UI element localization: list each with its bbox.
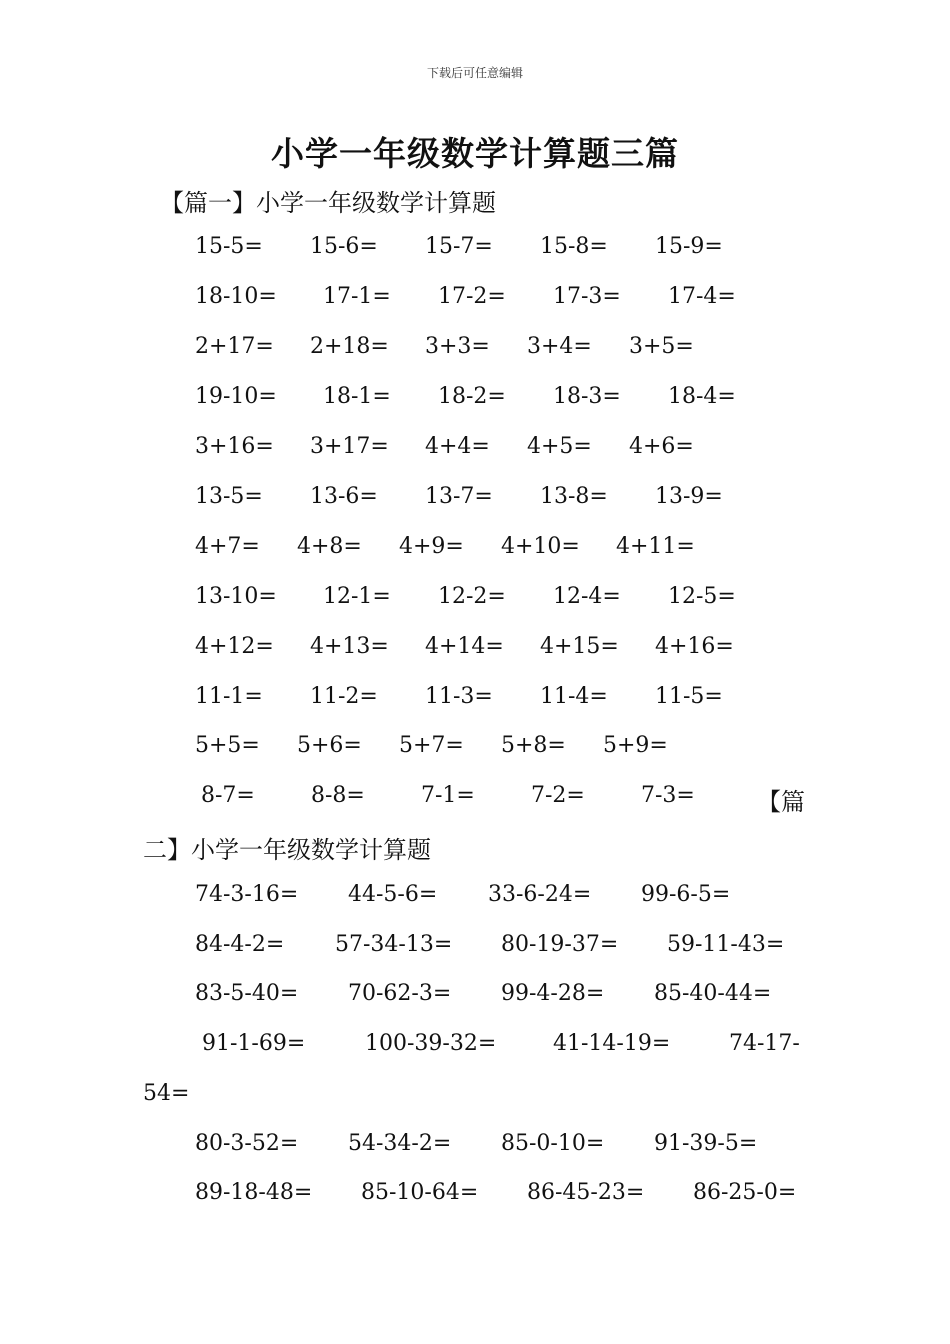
problem: 99-4-28= (501, 981, 605, 1006)
problem: 15-9= (655, 234, 723, 259)
problem: 5+5= (195, 733, 260, 758)
problem-row (0, 882, 950, 914)
problem: 12-4= (553, 584, 621, 609)
problem: 54= (143, 1081, 190, 1106)
header-note: 下载后可任意编辑 (426, 66, 523, 80)
problem-row (0, 284, 950, 316)
section2-heading-start: 【篇 (757, 788, 805, 816)
problem-row (0, 1031, 950, 1063)
problem: 18-1= (323, 384, 391, 409)
problem: 18-4= (668, 384, 736, 409)
problem: 17-2= (438, 284, 506, 309)
problem: 74-3-16= (195, 882, 299, 907)
problem-row (0, 234, 950, 266)
problem-row (0, 584, 950, 616)
problem: 11-3= (425, 684, 493, 709)
section2-heading: 二】小学一年级数学计算题 (143, 836, 431, 864)
problem: 33-6-24= (488, 882, 592, 907)
problem-row (0, 384, 950, 416)
problem: 85-0-10= (501, 1131, 605, 1156)
problem: 13-8= (540, 484, 608, 509)
problem: 84-4-2= (195, 932, 285, 957)
problem: 12-5= (668, 584, 736, 609)
problem: 4+4= (425, 434, 490, 459)
problem: 15-7= (425, 234, 493, 259)
problem: 59-11-43= (667, 932, 785, 957)
problem: 70-62-3= (348, 981, 452, 1006)
problem-row (0, 684, 950, 716)
problem: 5+6= (297, 733, 362, 758)
problem: 4+9= (399, 534, 464, 559)
problem: 18-3= (553, 384, 621, 409)
problem-row (0, 981, 950, 1013)
problem: 3+4= (527, 334, 592, 359)
problem: 83-5-40= (195, 981, 299, 1006)
problem-row (0, 932, 950, 964)
problem: 17-1= (323, 284, 391, 309)
problem: 4+16= (655, 634, 734, 659)
problem: 4+15= (540, 634, 619, 659)
problem: 4+11= (616, 534, 695, 559)
problem: 17-3= (553, 284, 621, 309)
problem: 15-5= (195, 234, 263, 259)
problem: 99-6-5= (641, 882, 731, 907)
problem: 80-19-37= (501, 932, 619, 957)
problem: 3+3= (425, 334, 490, 359)
problem: 18-2= (438, 384, 506, 409)
problem: 41-14-19= (553, 1031, 671, 1056)
problem: 13-9= (655, 484, 723, 509)
problem: 4+10= (501, 534, 580, 559)
problem: 86-45-23= (527, 1180, 645, 1205)
problem: 13-7= (425, 484, 493, 509)
problem: 3+16= (195, 434, 274, 459)
problem: 11-4= (540, 684, 608, 709)
problem-row (0, 733, 950, 765)
problem: 91-1-69= (202, 1031, 306, 1056)
problem: 11-2= (310, 684, 378, 709)
problem: 15-6= (310, 234, 378, 259)
problem-row (0, 434, 950, 466)
problem-row (0, 634, 950, 666)
problem: 80-3-52= (195, 1131, 299, 1156)
problem-row (0, 334, 950, 366)
problem: 7-2= (531, 783, 585, 808)
problem: 4+12= (195, 634, 274, 659)
problem: 8-7= (201, 783, 255, 808)
problem: 13-10= (195, 584, 277, 609)
problem: 91-39-5= (654, 1131, 758, 1156)
problem: 7-3= (641, 783, 695, 808)
problem-row (0, 1131, 950, 1163)
problem: 85-40-44= (654, 981, 772, 1006)
problem: 57-34-13= (335, 932, 453, 957)
problem: 11-1= (195, 684, 263, 709)
problem-row (0, 484, 950, 516)
problem: 2+17= (195, 334, 274, 359)
problem: 44-5-6= (348, 882, 438, 907)
problem: 5+7= (399, 733, 464, 758)
problem: 4+13= (310, 634, 389, 659)
problem: 3+5= (629, 334, 694, 359)
problem: 17-4= (668, 284, 736, 309)
problem-row (0, 1180, 950, 1212)
problem: 4+8= (297, 534, 362, 559)
section1-heading: 【篇一】小学一年级数学计算题 (160, 189, 496, 217)
problem: 18-10= (195, 284, 277, 309)
problem: 4+14= (425, 634, 504, 659)
problem: 12-2= (438, 584, 506, 609)
problem: 5+9= (603, 733, 668, 758)
problem: 7-1= (421, 783, 475, 808)
problem: 4+7= (195, 534, 260, 559)
page-title: 小学一年级数学计算题三篇 (271, 134, 679, 173)
problem: 54-34-2= (348, 1131, 452, 1156)
problem: 13-5= (195, 484, 263, 509)
problem: 13-6= (310, 484, 378, 509)
problem: 15-8= (540, 234, 608, 259)
problem: 19-10= (195, 384, 277, 409)
problem: 89-18-48= (195, 1180, 313, 1205)
problem: 5+8= (501, 733, 566, 758)
problem: 8-8= (311, 783, 365, 808)
problem: 100-39-32= (365, 1031, 497, 1056)
problem-row (0, 1081, 950, 1113)
problem: 3+17= (310, 434, 389, 459)
problem: 4+6= (629, 434, 694, 459)
problem-row (0, 783, 950, 815)
problem: 11-5= (655, 684, 723, 709)
problem: 4+5= (527, 434, 592, 459)
problem: 12-1= (323, 584, 391, 609)
problem: 2+18= (310, 334, 389, 359)
problem: 85-10-64= (361, 1180, 479, 1205)
problem: 86-25-0= (693, 1180, 797, 1205)
problem: 74-17- (729, 1031, 800, 1056)
problem-row (0, 534, 950, 566)
